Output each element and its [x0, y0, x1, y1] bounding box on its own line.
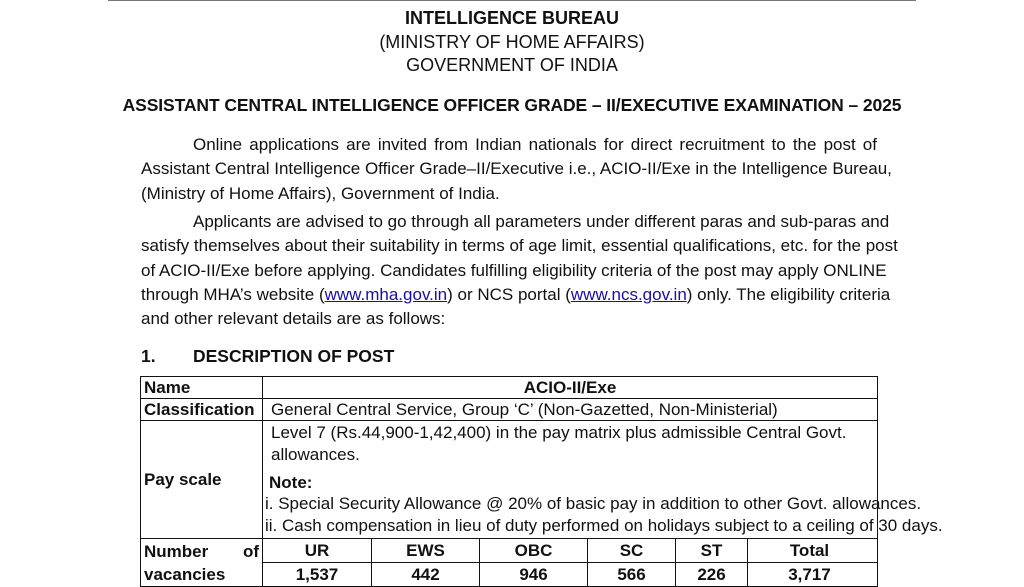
vacancies-label-number: Number: [144, 541, 209, 561]
vacancy-headers: [263, 539, 877, 563]
vacancy-value-sc: 566: [587, 563, 675, 586]
vacancy-value-st: 226: [675, 563, 747, 586]
section-number: 1.: [141, 346, 156, 366]
vacancy-header-st: ST: [675, 539, 747, 562]
section-title: DESCRIPTION OF POST: [193, 346, 395, 366]
pay-scale-value: [263, 421, 943, 539]
vacancy-header-total: Total: [747, 539, 871, 562]
classification-label: Classification: [141, 399, 263, 421]
intro-line-2: Assistant Central Intelligence Officer Grade–II/Executive i.e., ACIO-II/Exe in the Intelligence Bureau,: [141, 159, 892, 179]
table-row-name: [141, 377, 878, 399]
exam-title: ASSISTANT CENTRAL INTELLIGENCE OFFICER GRADE – II/EXECUTIVE EXAMINATION – 2025: [122, 95, 902, 115]
vacancy-header-ur: UR: [304, 541, 330, 560]
name-label: Name: [141, 377, 263, 399]
table-row-vacancies: [141, 539, 878, 587]
note-item-1: i. Special Security Allowance @ 20% of basic pay in addition to other Govt. allowances.: [265, 494, 922, 513]
advice-line-4: [141, 283, 891, 307]
vacancy-value-obc: 946: [479, 563, 587, 586]
advice-line-4-part-a: through MHA’s website (: [141, 284, 325, 304]
advice-line-2: satisfy themselves about their suitability in terms of age limit, essential qualifications, etc. for the post: [141, 236, 898, 256]
vacancies-grid-cell: [263, 539, 878, 587]
pay-scale-label: Pay scale: [141, 421, 263, 539]
intro-line-3: (Ministry of Home Affairs), Government of India.: [141, 183, 500, 203]
ministry-name: (MINISTRY OF HOME AFFAIRS): [379, 32, 645, 52]
vacancy-value-ur: 1,537: [295, 565, 339, 584]
advice-paragraph: [141, 210, 898, 331]
name-value: ACIO-II/Exe: [263, 377, 878, 399]
advice-line-1: Applicants are advised to go through all parameters under different paras and sub-paras and: [193, 212, 890, 231]
advice-line-5: and other relevant details are as follows:: [141, 309, 446, 329]
advice-line-4-part-c: ) only. The eligibility criteria: [686, 284, 891, 304]
pay-level: Level 7 (Rs.44,900-1,42,400) in the pay matrix plus admissible Central Govt. allowances.: [271, 423, 847, 464]
vacancies-label-of: of: [242, 541, 259, 561]
table-row-classification: [141, 399, 878, 421]
vacancy-header-obc: OBC: [479, 539, 587, 562]
advice-line-4-part-b: ) or NCS portal (: [447, 284, 571, 304]
note-item-2: ii. Cash compensation in lieu of duty performed on holidays subject to a ceiling of 30 days.: [265, 516, 943, 535]
government-name: GOVERNMENT OF INDIA: [406, 55, 618, 75]
intro-line-1: Online applications are invited from Indian nationals for direct recruitment to the post of: [193, 135, 877, 154]
classification-value: General Central Service, Group ‘C’ (Non-Gazetted, Non-Ministerial): [263, 399, 878, 421]
post-description-table: [140, 376, 943, 587]
intro-paragraph: [141, 133, 892, 206]
note-label: Note:: [269, 473, 313, 492]
vacancy-value-ews: 442: [371, 563, 479, 586]
vacancy-values: [263, 563, 877, 586]
ncs-portal-link[interactable]: www.ncs.gov.in: [570, 284, 687, 304]
vacancies-label-vacancies: vacancies: [144, 564, 226, 584]
vacancy-header-ews: EWS: [371, 539, 479, 562]
vacancy-value-total: 3,717: [747, 563, 871, 586]
advice-line-3: of ACIO-II/Exe before applying. Candidates fulfilling eligibility criteria of the post may apply ONLINE: [141, 260, 887, 280]
table-row-pay-scale: [141, 421, 878, 539]
vacancies-label: [141, 539, 263, 587]
top-rule: [108, 0, 916, 1]
section-heading: [141, 345, 394, 367]
vacancy-header-sc: SC: [587, 539, 675, 562]
mha-website-link[interactable]: www.mha.gov.in: [324, 284, 448, 304]
org-name: INTELLIGENCE BUREAU: [404, 8, 619, 28]
